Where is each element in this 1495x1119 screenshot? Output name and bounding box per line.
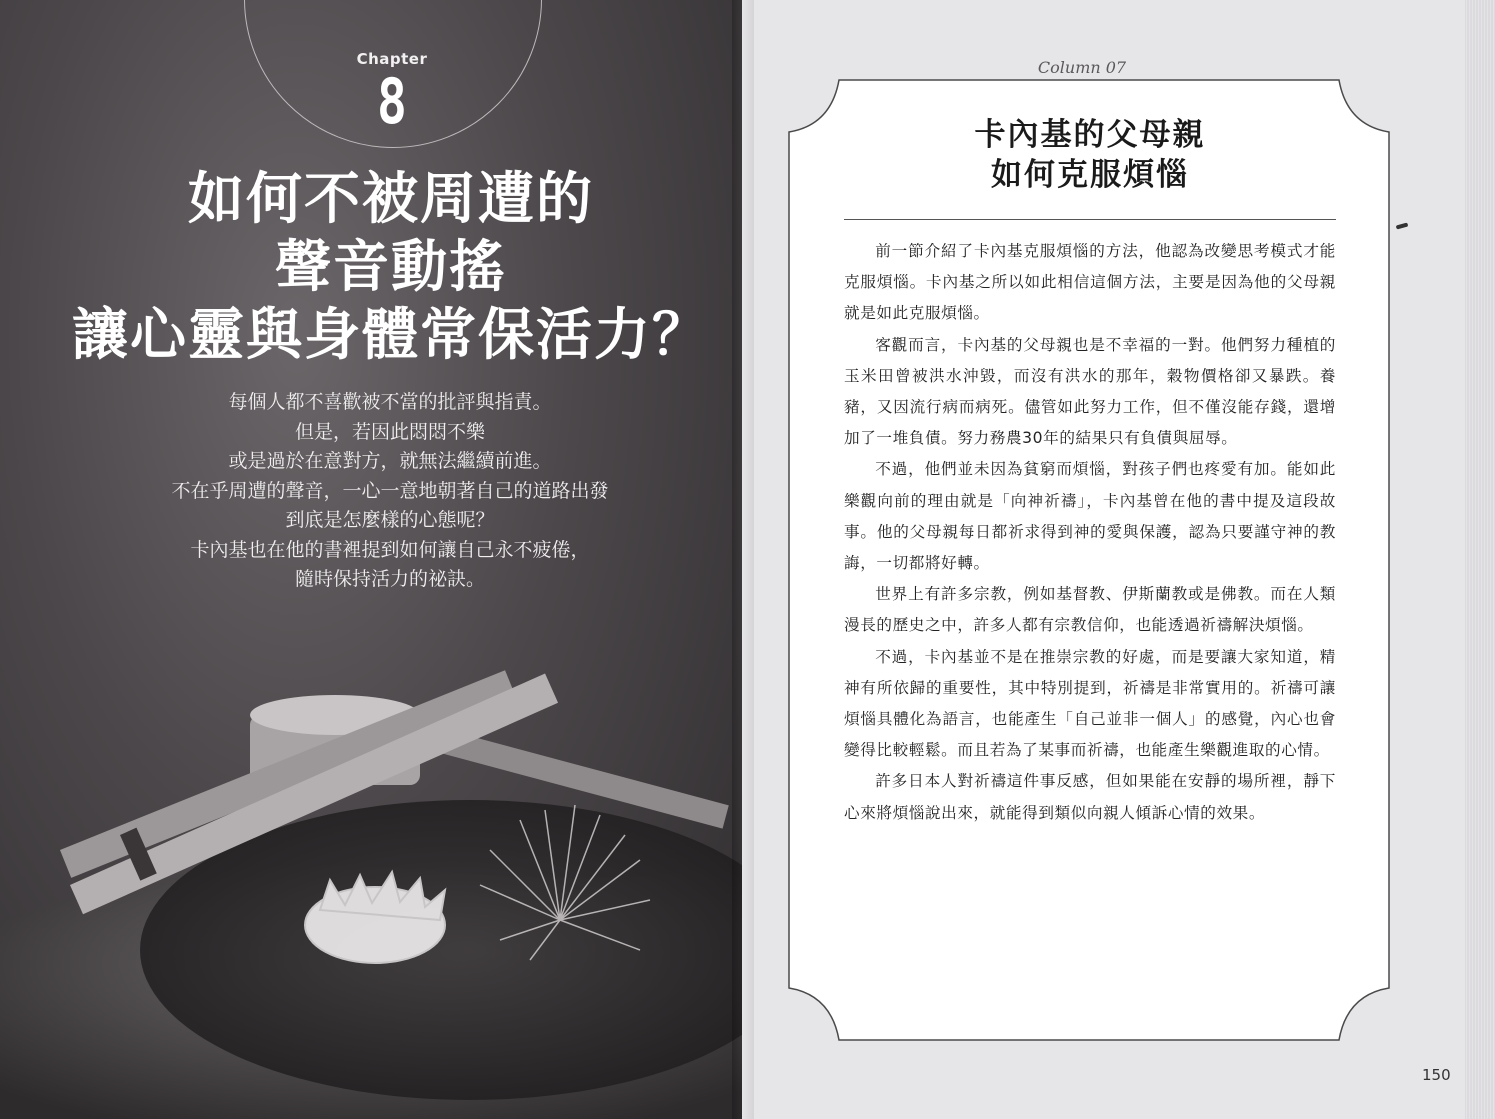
book-gutter [732, 0, 754, 1119]
title-divider [844, 219, 1336, 220]
page-number: 150 [1422, 1066, 1451, 1084]
intro-line: 但是，若因此悶悶不樂 [294, 420, 485, 443]
body-paragraph: 前一節介紹了卡內基克服煩惱的方法，他認為改變思考模式才能克服煩惱。卡內基之所以如此相信這個方法，主要是因為他的父母親就是如此克服煩惱。 [844, 242, 1336, 323]
column-label: Column 07 [1037, 58, 1127, 77]
body-paragraph: 不過，他們並未因為貧窮而煩惱，對孩子們也疼愛有加。能如此樂觀向前的理由就是「向神祈禱」，卡內基曾在他的書中提及這段故事。他的父母親每日都祈求得到神的愛與保護，認為只要謹守神的教誨，一切都將好轉。 [844, 460, 1336, 573]
stone-basin-photo [0, 620, 742, 1119]
chapter-title [20, 165, 742, 369]
chapter-intro [110, 388, 670, 595]
intro-line: 不在乎周遭的聲音，一心一意地朝著自己的道路出發 [171, 479, 609, 502]
intro-line: 到底是怎麼樣的心態呢？ [285, 509, 495, 531]
column-title-line: 如何克服煩惱 [991, 157, 1189, 193]
body-paragraph: 客觀而言，卡內基的父母親也是不幸福的一對。他們努力種植的玉米田曾被洪水沖毀，而沒有洪水的那年，穀物價格卻又暴跌。養豬，又因流行病而病死。儘管如此努力工作，但不僅沒能存錢，還增加了一堆負債。努力務農30年的結果只有負債與屈辱。 [844, 335, 1336, 448]
chapter-number: 8 [377, 65, 407, 138]
body-paragraph: 許多日本人對祈禱這件事反感，但如果能在安靜的場所裡，靜下心來將煩惱說出來，就能得到類似向親人傾訴心情的效果。 [844, 772, 1336, 822]
right-page [742, 0, 1495, 1119]
column-content [844, 115, 1336, 829]
column-title-line: 卡內基的父母親 [974, 117, 1206, 153]
intro-line: 或是過於在意對方，就無法繼續前進。 [228, 450, 552, 472]
chapter-title-line: 讓心靈與身體常保活力？ [72, 302, 710, 368]
chapter-title-line: 如何不被周遭的 [188, 166, 594, 232]
column-title [844, 115, 1336, 195]
body-paragraph: 不過，卡內基並不是在推崇宗教的好處，而是要讓大家知道，精神有所依歸的重要性，其中特別提到，祈禱是非常實用的。祈禱可讓煩惱具體化為語言，也能產生「自己並非一個人」的感覺，內心也會變得比較輕鬆。而且若為了某事而祈禱，也能產生樂觀進取的心情。 [844, 647, 1336, 760]
page-edges [1465, 0, 1495, 1119]
left-page [0, 0, 742, 1119]
body-paragraph: 世界上有許多宗教，例如基督教、伊斯蘭教或是佛教。而在人類漫長的歷史之中，許多人都有宗教信仰，也能透過祈禱解決煩惱。 [844, 585, 1336, 635]
chapter-title-line: 聲音動搖 [275, 234, 507, 300]
intro-line: 隨時保持活力的祕訣。 [294, 568, 485, 590]
intro-line: 每個人都不喜歡被不當的批評與指責。 [228, 391, 552, 413]
intro-line: 卡內基也在他的書裡提到如何讓自己永不疲倦， [190, 538, 590, 561]
chapter-label: Chapter [356, 50, 428, 68]
column-body [844, 236, 1336, 829]
